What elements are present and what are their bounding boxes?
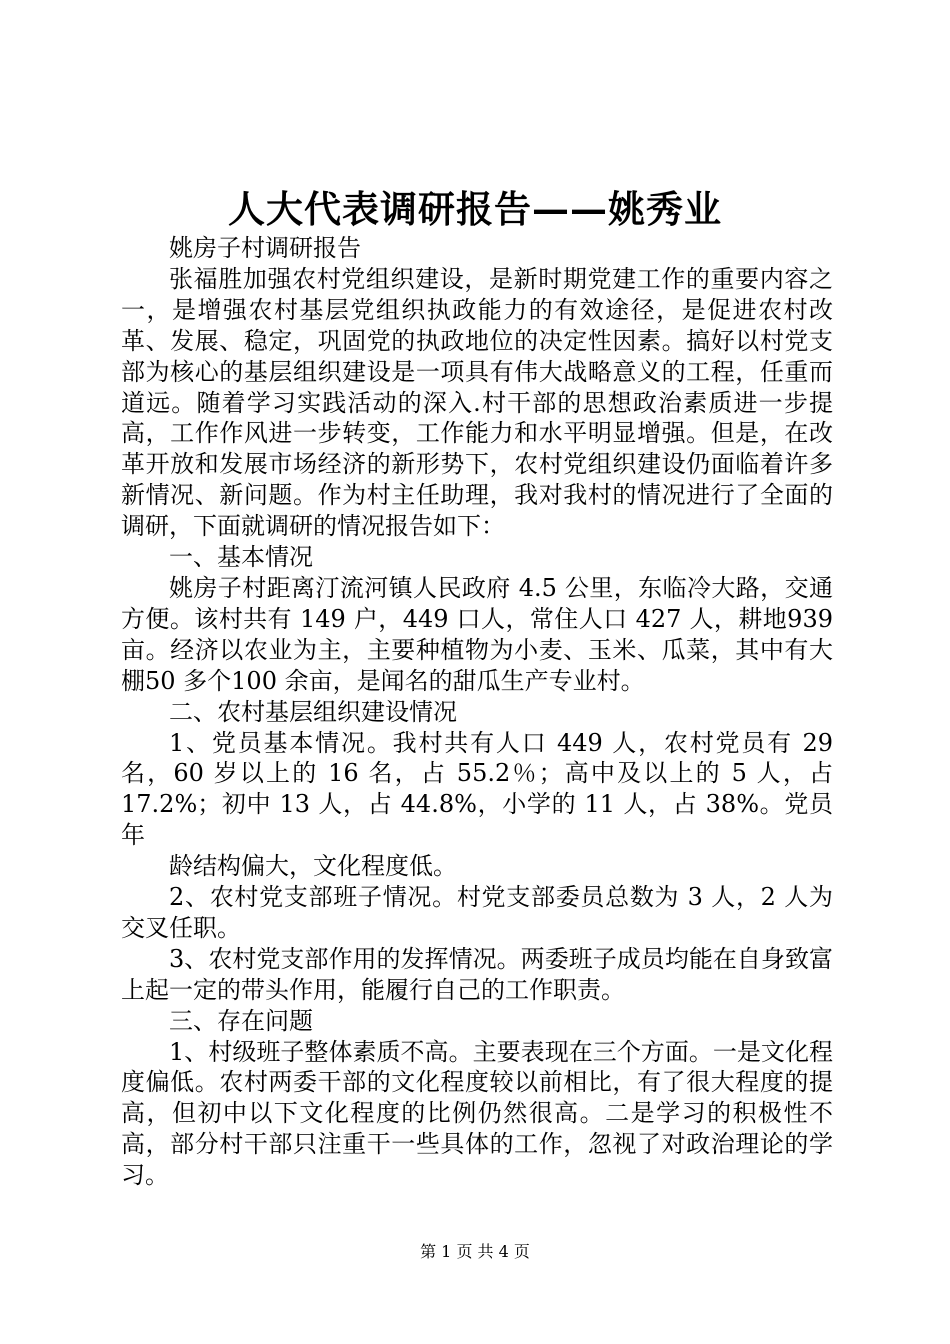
section-heading-organization: 二、农村基层组织建设情况 [169, 697, 457, 726]
paragraph-branch-role: 3、农村党支部作用的发挥情况。两委班子成员均能在自身致富上起一定的带头作用，能履行自己的工作职责。 [121, 944, 833, 1004]
page-footer: 第 1 页 共 4 页 [420, 1242, 530, 1261]
paragraph-branch-team: 2、农村党支部班子情况。村党支部委员总数为 3 人，2 人为交叉任职。 [121, 883, 833, 942]
section-heading-basic: 一、基本情况 [169, 543, 313, 572]
paragraph-party-members: 1、党员基本情况。我村共有人口 449 人，农村党员有 29 名，60 岁以上的 16 名，占 55.2％；高中及以上的 5 人，占 17.2%；初中 13 人，占 44.8%，小学的 11 人，占 38%。党员年 [121, 728, 833, 850]
document-body [121, 233, 833, 1191]
document-title: 人大代表调研报告——姚秀业 [228, 187, 722, 231]
paragraph-party-members-cont: 龄结构偏大，文化程度低。 [169, 852, 457, 881]
section-heading-problems: 三、存在问题 [169, 1006, 313, 1035]
paragraph-intro: 张福胜加强农村党组织建设，是新时期党建工作的重要内容之一，是增强农村基层党组织执政能力的有效途径，是促进农村改革、发展、稳定，巩固党的执政地位的决定性因素。搞好以村党支部为核心的基层组织建设是一项具有伟大战略意义的工程，任重而道远。随着学习实践活动的深入.村干部的思想政治素质进一步提高，工作作风进一步转变，工作能力和水平明显增强。但是，在改革开放和发展市场经济的新形势下，农村党组织建设仍面临着许多新情况、新问题。作为村主任助理，我对我村的情况进行了全面的调研，下面就调研的情况报告如下： [121, 264, 833, 541]
paragraph-subtitle: 姚房子村调研报告 [169, 234, 361, 262]
paragraph-basic-info: 姚房子村距离汀流河镇人民政府 4.5 公里，东临冷大路，交通方便。该村共有 149 户，449 口人，常住人口 427 人，耕地939 亩。经济以农业为主，主要种植物为小麦、玉米、瓜菜，其中有大棚50 多个100 余亩，是闻名的甜瓜生产专业村。 [121, 573, 833, 695]
paragraph-problem-1: 1、村级班子整体素质不高。主要表现在三个方面。一是文化程度偏低。农村两委干部的文化程度较以前相比，有了很大程度的提高，但初中以下文化程度的比例仍然很高。二是学习的积极性不高，部分村干部只注重干一些具体的工作，忽视了对政治理论的学习。 [121, 1037, 833, 1190]
